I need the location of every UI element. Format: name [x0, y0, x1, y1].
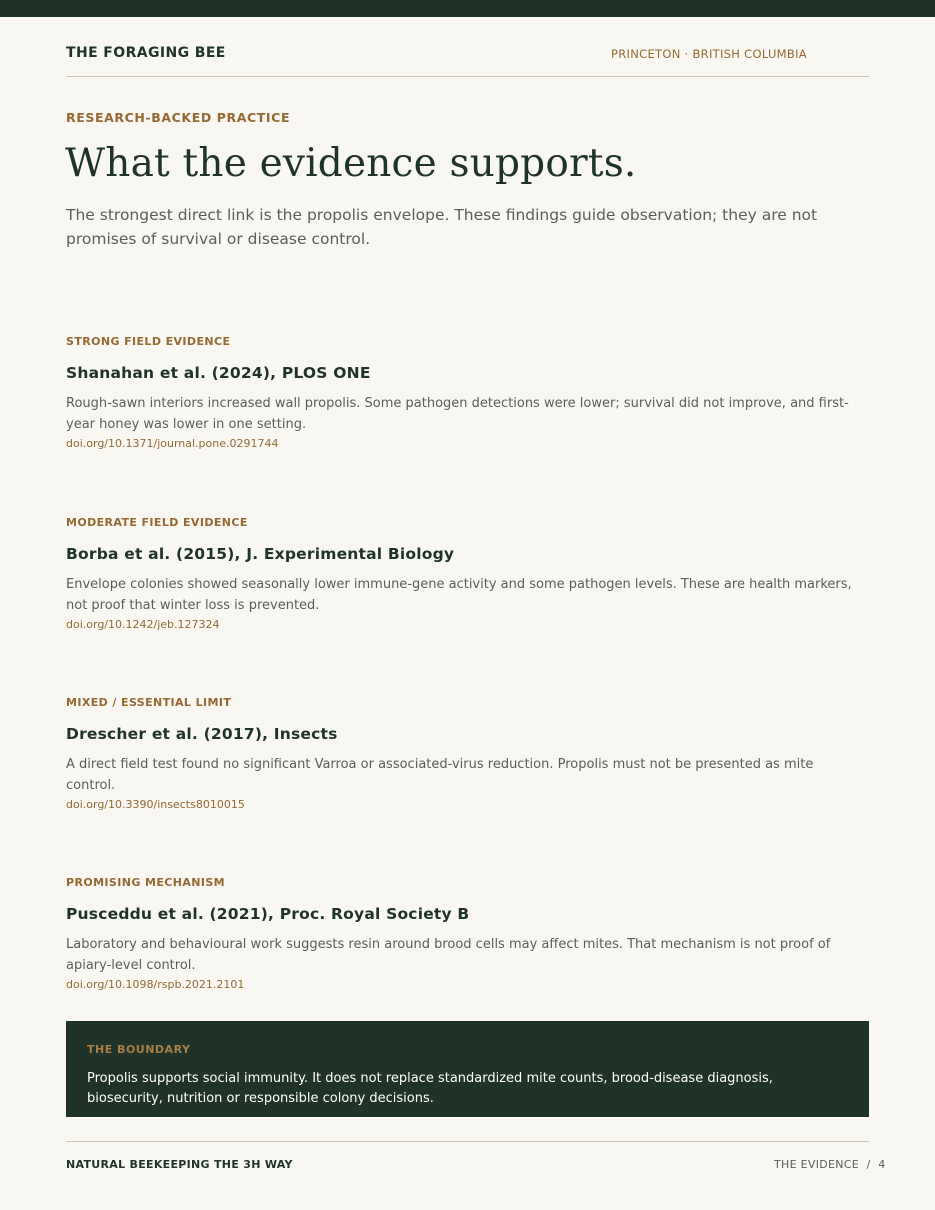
boundary-text: Propolis supports social immunity. It does not replace standardized mite counts, brood-disease diagnosis, biosecurity, nutrition or responsible colony decisions. [87, 1071, 773, 1106]
evidence-entry [66, 876, 856, 991]
evidence-entry [66, 335, 856, 450]
evidence-description: A direct field test found no significant Varroa or associated-virus reduction. Propolis must not be presented as mite control. [66, 757, 814, 793]
evidence-entry [66, 516, 856, 631]
evidence-doi-link[interactable]: doi.org/10.1371/journal.pone.0291744 [66, 437, 279, 450]
top-bar [0, 0, 935, 17]
page-footer [66, 1141, 886, 1171]
evidence-citation: Drescher et al. (2017), Insects [66, 725, 338, 743]
location-label: PRINCETON · BRITISH COLUMBIA [611, 47, 807, 61]
evidence-doi-link[interactable]: doi.org/10.1242/jeb.127324 [66, 618, 220, 631]
boundary-label: THE BOUNDARY [87, 1043, 191, 1056]
section-eyebrow: RESEARCH-BACKED PRACTICE [66, 110, 291, 125]
evidence-label: STRONG FIELD EVIDENCE [66, 335, 231, 348]
page-header [66, 44, 869, 77]
evidence-description: Rough-sawn interiors increased wall propolis. Some pathogen detections were lower; survival did not improve, and first-year honey was lower in one setting. [66, 396, 849, 432]
page-title: What the evidence supports. [65, 141, 637, 186]
boundary-callout [66, 1021, 869, 1117]
evidence-citation: Pusceddu et al. (2021), Proc. Royal Society B [66, 905, 470, 923]
intro-paragraph: The strongest direct link is the propolis envelope. These findings guide observation; they are not promises of survival or disease control. [66, 206, 818, 248]
evidence-citation: Borba et al. (2015), J. Experimental Biology [66, 545, 455, 563]
evidence-label: MIXED / ESSENTIAL LIMIT [66, 696, 232, 709]
evidence-entry [66, 696, 856, 811]
evidence-label: PROMISING MECHANISM [66, 876, 226, 889]
footer-book-title: NATURAL BEEKEEPING THE 3H WAY [66, 1158, 293, 1171]
evidence-doi-link[interactable]: doi.org/10.1098/rspb.2021.2101 [66, 978, 245, 991]
footer-page-number: THE EVIDENCE / 4 [774, 1158, 886, 1171]
evidence-description: Laboratory and behavioural work suggests resin around brood cells may affect mites. That mechanism is not proof of apiary-level control. [66, 937, 831, 973]
evidence-doi-link[interactable]: doi.org/10.3390/insects8010015 [66, 798, 245, 811]
evidence-citation: Shanahan et al. (2024), PLOS ONE [66, 364, 371, 382]
brand-name: THE FORAGING BEE [66, 45, 226, 61]
evidence-description: Envelope colonies showed seasonally lower immune-gene activity and some pathogen levels. These are health markers, not proof that winter loss is prevented. [66, 577, 852, 613]
evidence-label: MODERATE FIELD EVIDENCE [66, 516, 248, 529]
